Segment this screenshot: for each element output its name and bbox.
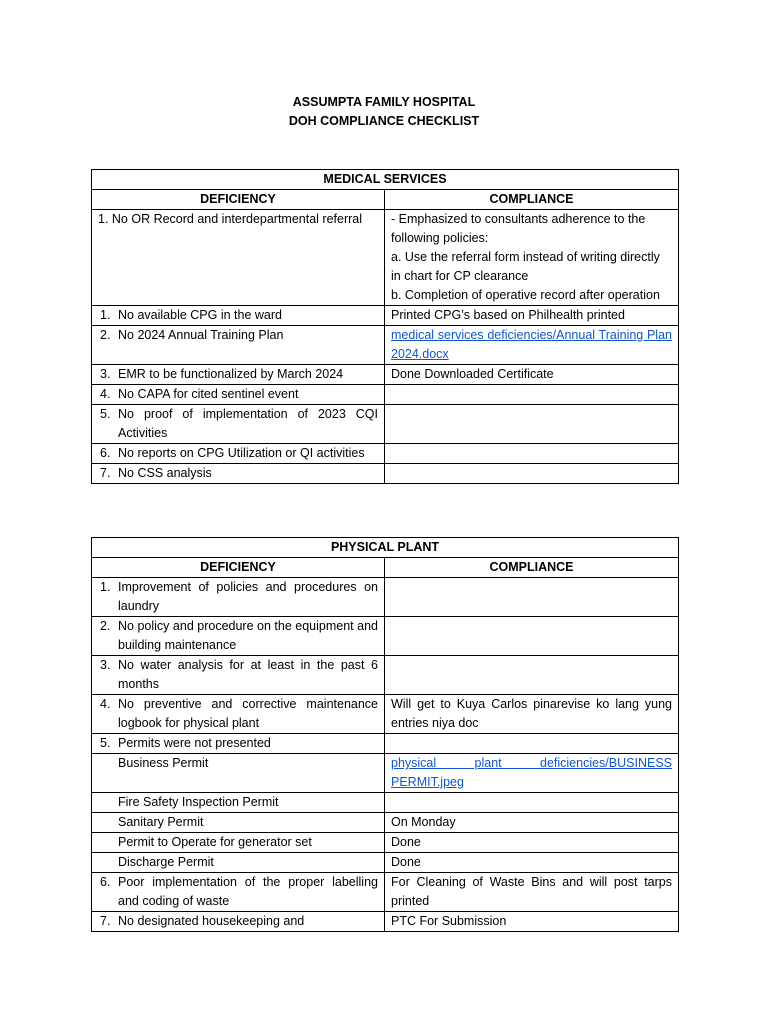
item-number	[98, 793, 118, 812]
table-row	[92, 853, 679, 873]
compliance-cell	[385, 385, 679, 405]
compliance-cell	[385, 578, 679, 617]
compliance-text: PTC For Submission	[391, 914, 507, 928]
deficiency-cell	[92, 365, 385, 385]
deficiency-text: No preventive and corrective maintenance logbook for physical plant	[118, 697, 378, 730]
deficiency-cell	[92, 813, 385, 833]
table-row	[92, 444, 679, 464]
table-row	[92, 734, 679, 754]
compliance-cell	[385, 405, 679, 444]
table-row	[92, 210, 679, 306]
table-row	[92, 793, 679, 813]
deficiency-text: No available CPG in the ward	[118, 308, 282, 322]
compliance-cell	[385, 695, 679, 734]
deficiency-cell	[92, 734, 385, 754]
compliance-text: Printed CPG’s based on Philhealth printed	[391, 308, 625, 322]
section-title-physical: PHYSICAL PLANT	[92, 538, 679, 558]
deficiency-text: No reports on CPG Utilization or QI activities	[118, 446, 365, 460]
compliance-line: b. Completion of operative record after operation	[391, 288, 660, 302]
compliance-cell	[385, 833, 679, 853]
deficiency-cell	[92, 385, 385, 405]
table-row	[92, 754, 679, 793]
compliance-cell	[385, 793, 679, 813]
table-row	[92, 326, 679, 365]
table-row	[92, 385, 679, 405]
compliance-cell	[385, 210, 679, 306]
table-row	[92, 695, 679, 734]
deficiency-cell	[92, 754, 385, 793]
deficiency-cell	[92, 873, 385, 912]
deficiency-cell	[92, 656, 385, 695]
table-row	[92, 464, 679, 484]
deficiency-text: No 2024 Annual Training Plan	[118, 328, 284, 342]
deficiency-text: Sanitary Permit	[118, 815, 204, 829]
section-title-medical: MEDICAL SERVICES	[92, 170, 679, 190]
document-header	[0, 93, 768, 131]
compliance-text: Will get to Kuya Carlos pinarevise ko lang yung entries niya doc	[391, 697, 672, 730]
deficiency-text: 1. No OR Record and interdepartmental referral	[98, 212, 363, 226]
compliance-text: Done	[391, 835, 421, 849]
compliance-text: Done Downloaded Certificate	[391, 367, 554, 381]
deficiency-text: No policy and procedure on the equipment and building maintenance	[118, 619, 378, 652]
deficiency-text: EMR to be functionalized by March 2024	[118, 367, 344, 381]
deficiency-cell	[92, 326, 385, 365]
col-header-deficiency: DEFICIENCY	[92, 190, 385, 210]
compliance-line: - Emphasized to consultants adherence to the following policies:	[391, 212, 646, 245]
item-number	[98, 813, 118, 832]
compliance-text: For Cleaning of Waste Bins and will post tarps printed	[391, 875, 672, 908]
item-number: 5.	[100, 407, 111, 421]
deficiency-text: No CAPA for cited sentinel event	[118, 387, 299, 401]
physical-plant-table	[91, 537, 679, 932]
table-row	[92, 617, 679, 656]
item-number: 1.	[100, 580, 111, 594]
deficiency-text: No proof of implementation of 2023 CQI Activities	[118, 407, 378, 440]
item-number: 4.	[100, 697, 111, 711]
medical-services-table	[91, 169, 679, 484]
table-row	[92, 578, 679, 617]
table-row	[92, 656, 679, 695]
deficiency-cell	[92, 405, 385, 444]
deficiency-cell	[92, 444, 385, 464]
deficiency-cell	[92, 210, 385, 306]
compliance-cell	[385, 365, 679, 385]
item-number	[98, 754, 118, 773]
checklist-title: DOH COMPLIANCE CHECKLIST	[288, 114, 480, 128]
item-number	[98, 833, 118, 852]
compliance-cell	[385, 754, 679, 793]
compliance-text: On Monday	[391, 815, 456, 829]
deficiency-text: Permits were not presented	[118, 736, 271, 750]
table-row	[92, 833, 679, 853]
deficiency-cell	[92, 912, 385, 932]
compliance-cell	[385, 734, 679, 754]
table-row	[92, 306, 679, 326]
deficiency-text: Poor implementation of the proper labelling and coding of waste	[118, 875, 378, 908]
table-row	[92, 405, 679, 444]
hospital-name: ASSUMPTA FAMILY HOSPITAL	[292, 95, 476, 109]
deficiency-text: No water analysis for at least in the past 6 months	[118, 658, 378, 691]
col-header-compliance: COMPLIANCE	[385, 190, 679, 210]
item-number: 2.	[100, 328, 111, 342]
deficiency-cell	[92, 833, 385, 853]
compliance-cell	[385, 912, 679, 932]
compliance-text: Done	[391, 855, 421, 869]
compliance-link[interactable]: physical plant deficiencies/BUSINESS PERMIT.jpeg	[391, 756, 672, 789]
compliance-cell	[385, 326, 679, 365]
compliance-cell	[385, 306, 679, 326]
compliance-cell	[385, 813, 679, 833]
item-number	[98, 853, 118, 872]
table-row	[92, 365, 679, 385]
item-number: 6.	[100, 875, 111, 889]
col-header-deficiency: DEFICIENCY	[92, 558, 385, 578]
compliance-cell	[385, 873, 679, 912]
table-row	[92, 873, 679, 912]
compliance-link[interactable]: medical services deficiencies/Annual Training Plan 2024.docx	[391, 328, 672, 361]
deficiency-text: Discharge Permit	[118, 855, 214, 869]
compliance-line: a. Use the referral form instead of writing directly in chart for CP clearance	[391, 250, 660, 283]
item-number: 3.	[100, 367, 111, 381]
deficiency-cell	[92, 578, 385, 617]
compliance-cell	[385, 853, 679, 873]
deficiency-cell	[92, 464, 385, 484]
table-row	[92, 912, 679, 932]
item-number: 2.	[100, 619, 111, 633]
compliance-cell	[385, 444, 679, 464]
deficiency-cell	[92, 306, 385, 326]
deficiency-text: No CSS analysis	[118, 466, 212, 480]
table-row	[92, 813, 679, 833]
deficiency-cell	[92, 617, 385, 656]
deficiency-cell	[92, 793, 385, 813]
item-number: 5.	[100, 736, 111, 750]
item-number: 4.	[100, 387, 111, 401]
deficiency-text: Business Permit	[118, 756, 209, 770]
deficiency-cell	[92, 853, 385, 873]
compliance-cell	[385, 464, 679, 484]
deficiency-text: No designated housekeeping and	[118, 914, 305, 928]
item-number: 7.	[100, 914, 111, 928]
item-number: 6.	[100, 446, 111, 460]
item-number: 1.	[100, 308, 111, 322]
deficiency-text: Permit to Operate for generator set	[118, 835, 312, 849]
compliance-cell	[385, 617, 679, 656]
compliance-cell	[385, 656, 679, 695]
deficiency-text: Improvement of policies and procedures on laundry	[118, 580, 378, 613]
deficiency-text: Fire Safety Inspection Permit	[118, 795, 279, 809]
item-number: 3.	[100, 658, 111, 672]
deficiency-cell	[92, 695, 385, 734]
item-number: 7.	[100, 466, 111, 480]
col-header-compliance: COMPLIANCE	[385, 558, 679, 578]
